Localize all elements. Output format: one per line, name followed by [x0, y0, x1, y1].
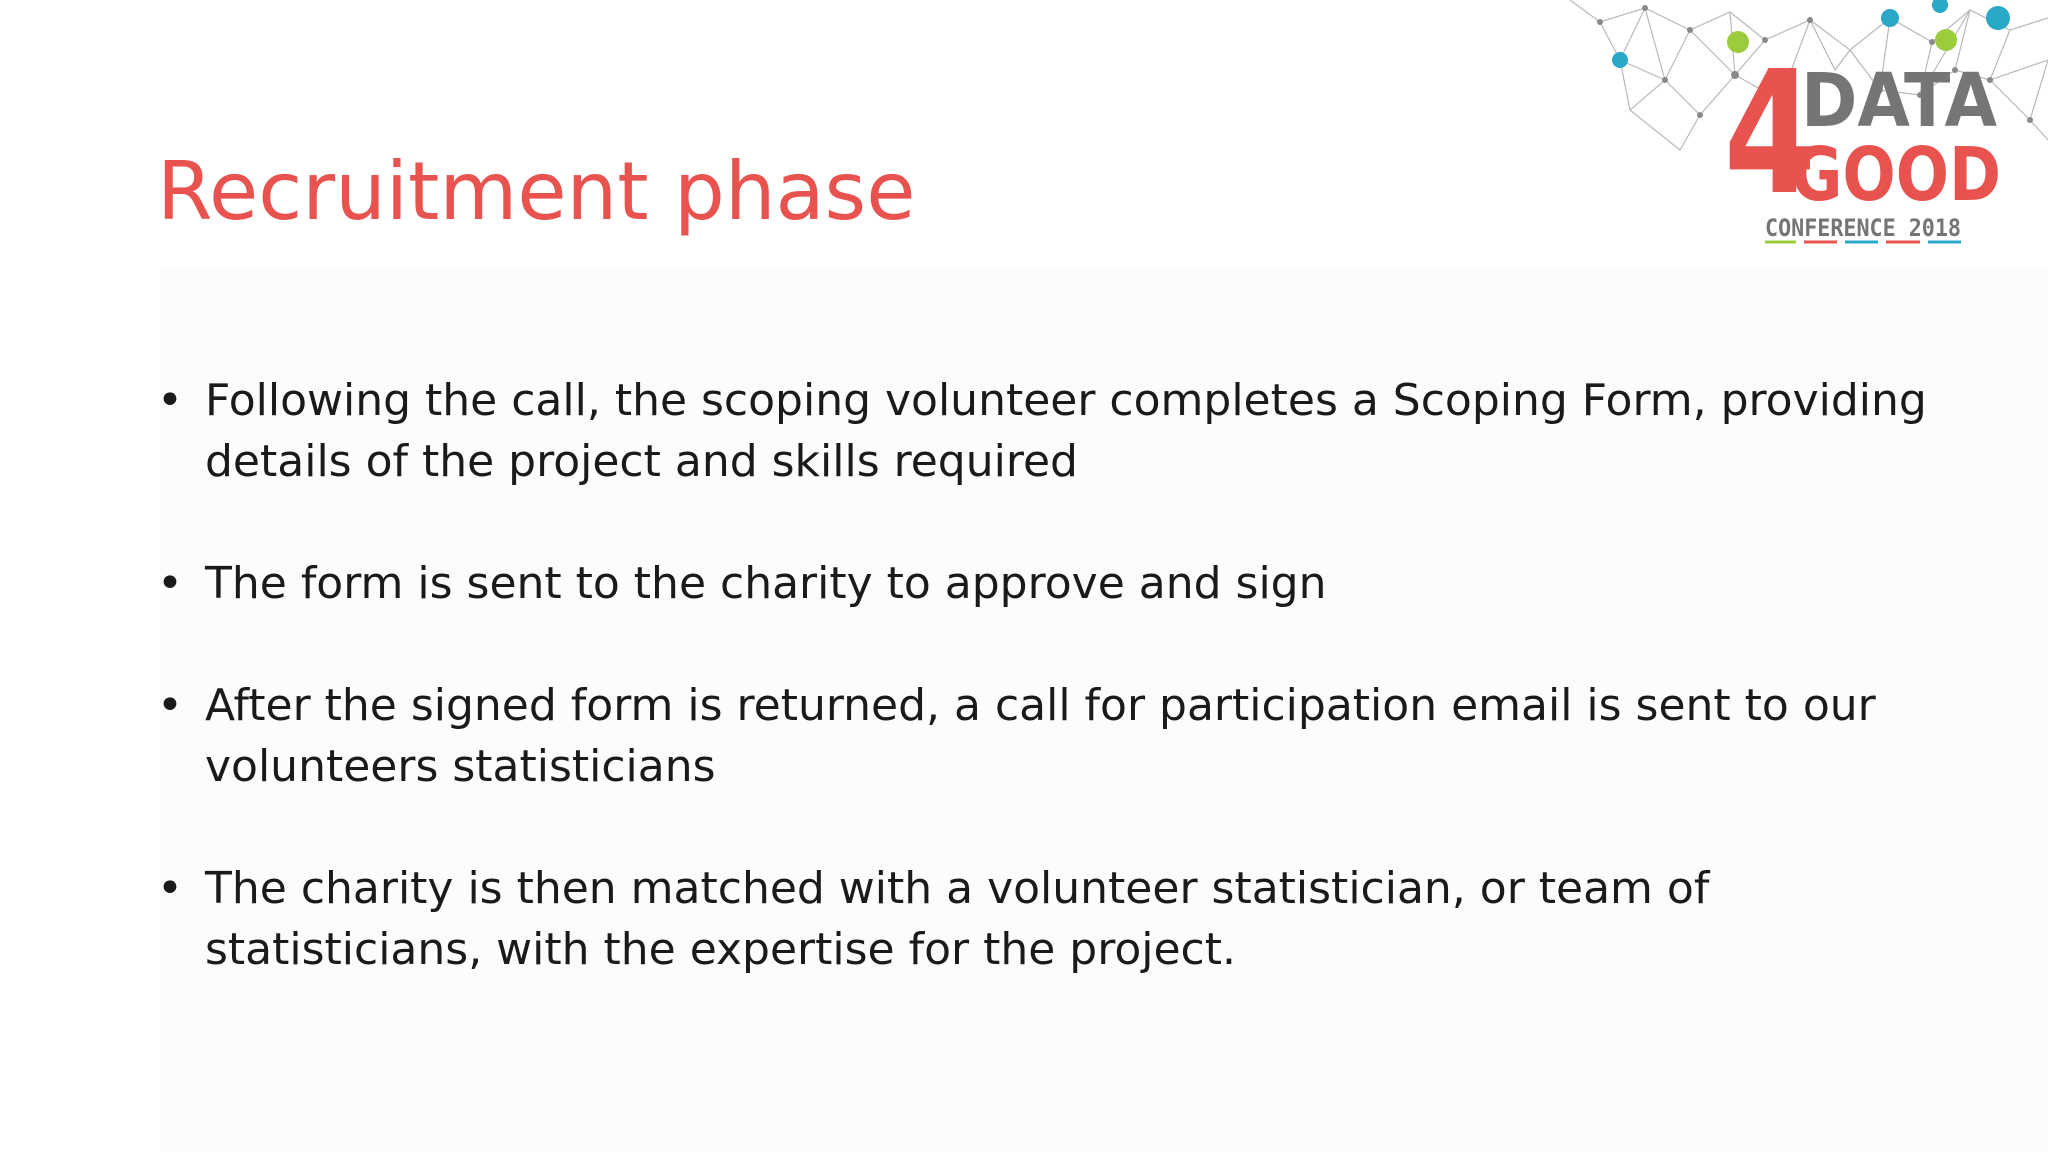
bullet-item: • After the signed form is returned, a call for participation email is sent to our volunteers statisticians: [157, 675, 1937, 797]
logo-word-good: GOOD: [1791, 132, 2001, 218]
bullet-item: • The form is sent to the charity to approve and sign: [157, 553, 1937, 614]
slide-title: Recruitment phase: [157, 145, 916, 238]
bullet-item: • The charity is then matched with a volunteer statistician, or team of statisticians, with the expertise for the project.: [157, 858, 1937, 980]
data4good-logo: [1560, 0, 2048, 260]
logo-digit: 4: [1723, 33, 1817, 233]
network-graphic-icon: [1560, 0, 2048, 260]
logo-tagline: CONFERENCE 2018: [1765, 214, 1961, 242]
bullet-item: • Following the call, the scoping volunteer completes a Scoping Form, providing details of the project and skills required: [157, 370, 1937, 492]
bullet-list: [157, 370, 1937, 1041]
logo-word-data: DATA: [1801, 58, 1998, 144]
